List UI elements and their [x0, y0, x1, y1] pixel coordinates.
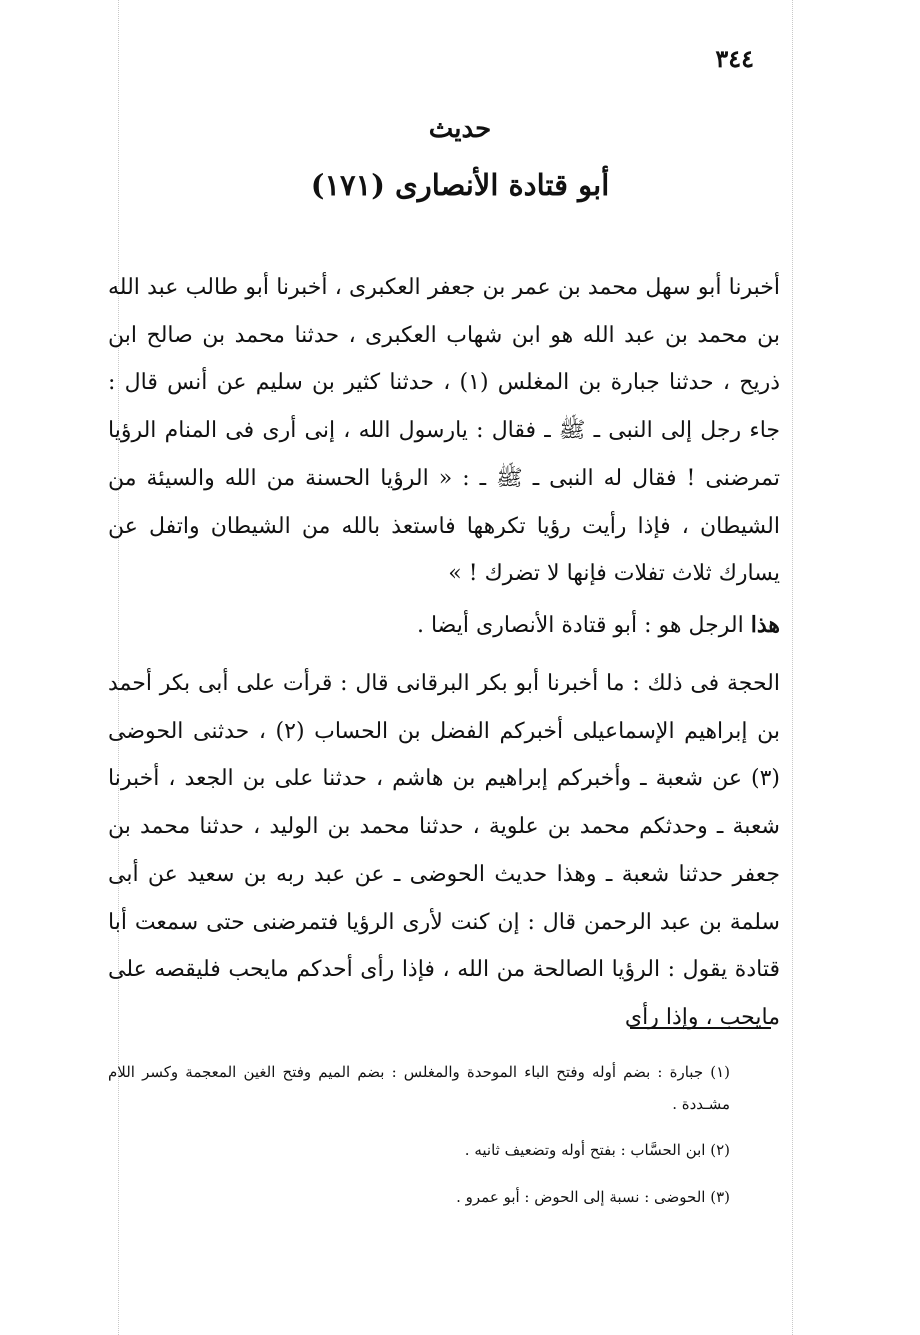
footnote-divider: [630, 1027, 771, 1029]
identification-lead: هذا: [750, 612, 780, 638]
identification-paragraph: [108, 602, 780, 650]
footnote: (٣) الحوضى : نسبة إلى الحوض : أبو عمرو .: [456, 1188, 730, 1206]
footnote: (١) جبارة : بضم أوله وفتح الباء الموحدة والمغلس : بضم الميم وفتح الغين المعجمة وكسر اللام مشـددة .: [108, 1063, 730, 1113]
page-number: ٣٤٤: [715, 44, 754, 73]
narration-paragraph: أخبرنا أبو سهل محمد بن عمر بن جعفر العكبرى ، أخبرنا أبو طالب عبد الله بن محمد بن عبد الله هو ابن شهاب العكبرى ، حدثنا محمد بن صالح ابن ذريح ، حدثنا جبارة بن المغلس (١) ، حدثنا كثير بن سليم عن أنس قال : جاء رجل إلى النبى ـ ﷺ ـ فقال : يارسول الله ، إنى أرى فى المنام الرؤيا تمرضنى ! فقال له النبى ـ ﷺ ـ : « الرؤيا الحسنة من الله والسيئة من الشيطان ، فإذا رأيت رؤيا تكرهها فاستعذ بالله من الشيطان واتفل عن يسارك ثلاث تفلات فإنها لا تضرك ! »: [108, 275, 780, 587]
section-heading: حديث: [428, 114, 492, 144]
footnote: (٢) ابن الحسَّاب : بفتح أوله وتضعيف ثانيه .: [464, 1141, 730, 1159]
evidence-paragraph: الحجة فى ذلك : ما أخبرنا أبو بكر البرقانى قال : قرأت على أبى بكر أحمد بن إبراهيم الإسماعيلى أخبركم الفضل بن الحساب (٢) ، حدثنى الحوضى (٣) عن شعبة ـ وأخبركم إبراهيم بن هاشم ، حدثنا على بن الجعد ، أخبرنا شعبة ـ وحدثكم محمد بن علوية ، حدثنا محمد بن الوليد ، حدثنا محمد بن جعفر حدثنا شعبة ـ وهذا حديث الحوضى ـ عن عبد ربه بن سعيد عن أبى سلمة بن عبد الرحمن قال : إن كنت لأرى الرؤيا فتمرضنى حتى سمعت أبا قتادة يقول : الرؤيا الصالحة من الله ، فإذا رأى أحدكم مايحب فليقصه على مايحب ، وإذا رأى: [108, 671, 781, 1030]
entry-title: (١٧١) أبو قتادة الأنصارى: [310, 168, 610, 202]
identification-text: الرجل هو : أبو قتادة الأنصارى أيضا .: [416, 613, 744, 638]
